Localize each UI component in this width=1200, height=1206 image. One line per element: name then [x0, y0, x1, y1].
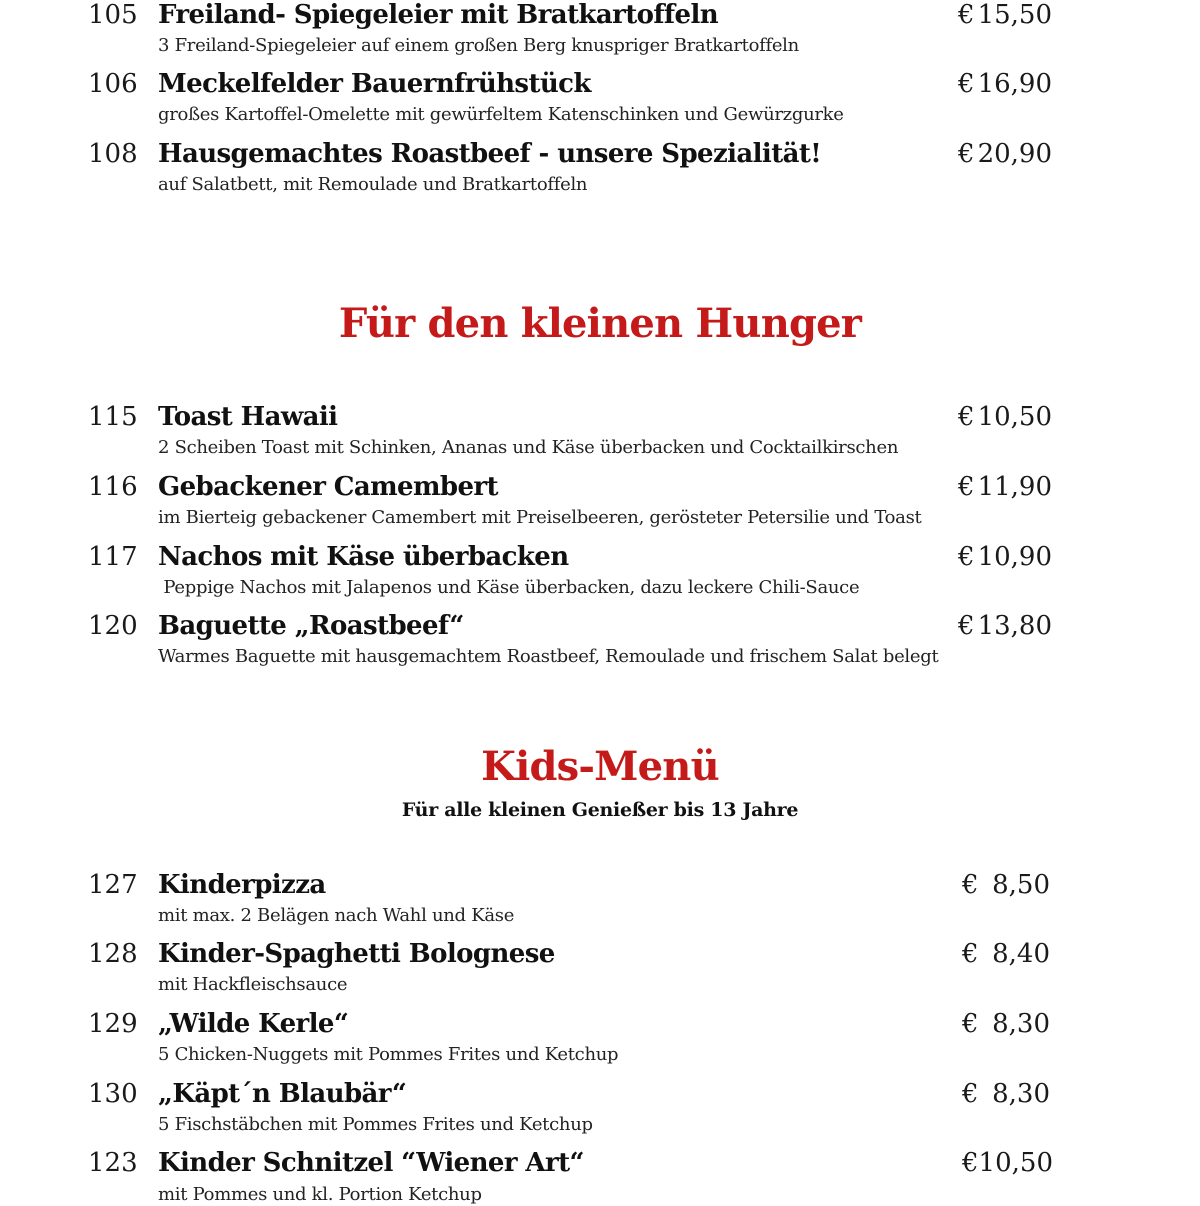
item-number: 128 — [88, 939, 138, 969]
currency-symbol: € — [962, 1079, 979, 1109]
item-number: 123 — [88, 1148, 138, 1178]
item-number: 129 — [88, 1009, 138, 1039]
currency-symbol: € — [958, 611, 975, 641]
item-description: 5 Fischstäbchen mit Pommes Frites und Ketchup — [158, 1114, 593, 1135]
item-name: „Wilde Kerle“ — [158, 1009, 349, 1039]
item-number: 117 — [88, 542, 138, 572]
item-price — [958, 542, 1052, 572]
item-name: Freiland- Spiegeleier mit Bratkartoffeln — [158, 0, 719, 30]
item-price — [962, 1079, 1050, 1109]
price-value: 20,90 — [977, 139, 1052, 169]
currency-symbol: € — [958, 139, 975, 169]
item-number: 127 — [88, 870, 138, 900]
currency-symbol: € — [958, 542, 975, 572]
item-number: 120 — [88, 611, 138, 641]
item-description: großes Kartoffel-Omelette mit gewürfeltem Katenschinken und Gewürzgurke — [158, 104, 844, 125]
currency-symbol: € — [962, 939, 979, 969]
currency-symbol: € — [958, 402, 975, 432]
price-value: 10,90 — [977, 542, 1052, 572]
item-price — [958, 472, 1052, 502]
item-description: im Bierteig gebackener Camembert mit Preiselbeeren, gerösteter Petersilie und Toast — [158, 507, 922, 528]
item-description: Warmes Baguette mit hausgemachtem Roastbeef, Remoulade und frischem Salat belegt — [158, 646, 939, 667]
item-description: auf Salatbett, mit Remoulade und Bratkartoffeln — [158, 174, 588, 195]
currency-symbol: € — [958, 472, 975, 502]
price-value: 10,50 — [977, 402, 1052, 432]
item-number: 105 — [88, 0, 138, 30]
price-value: 8,30 — [992, 1009, 1050, 1039]
item-price — [958, 402, 1052, 432]
item-description: mit Hackfleischsauce — [158, 974, 348, 995]
item-description: mit Pommes und kl. Portion Ketchup — [158, 1184, 482, 1205]
section-title-kids-menu: Kids-Menü — [481, 743, 719, 790]
item-name: Kinder-Spaghetti Bolognese — [158, 939, 555, 969]
item-name: Meckelfelder Bauernfrühstück — [158, 69, 591, 99]
currency-symbol: € — [958, 69, 975, 99]
item-name: „Käpt´n Blaubär“ — [158, 1079, 407, 1109]
item-price — [962, 1009, 1050, 1039]
item-name: Nachos mit Käse überbacken — [158, 542, 569, 572]
currency-symbol: € — [958, 0, 975, 30]
price-value: 8,40 — [992, 939, 1050, 969]
item-number: 116 — [88, 472, 138, 502]
item-description: mit max. 2 Belägen nach Wahl und Käse — [158, 905, 515, 926]
section-title-kleiner-hunger: Für den kleinen Hunger — [338, 300, 862, 347]
item-number: 108 — [88, 139, 138, 169]
item-description: 3 Freiland-Spiegeleier auf einem großen Berg knuspriger Bratkartoffeln — [158, 35, 799, 56]
currency-symbol: € — [962, 1148, 979, 1178]
item-price — [958, 611, 1052, 641]
currency-symbol: € — [962, 1009, 979, 1039]
item-name: Hausgemachtes Roastbeef - unsere Spezialität! — [158, 139, 822, 169]
item-description: 5 Chicken-Nuggets mit Pommes Frites und Ketchup — [158, 1044, 619, 1065]
price-value: 11,90 — [977, 472, 1052, 502]
item-price — [962, 870, 1050, 900]
item-price — [962, 939, 1050, 969]
item-number: 130 — [88, 1079, 138, 1109]
item-price — [958, 0, 1052, 30]
price-value: 16,90 — [977, 69, 1052, 99]
price-value: 8,50 — [992, 870, 1050, 900]
price-value: 13,80 — [977, 611, 1052, 641]
item-name: Kinderpizza — [158, 870, 326, 900]
price-value: 15,50 — [977, 0, 1052, 30]
item-price — [958, 69, 1052, 99]
price-value: 10,50 — [978, 1148, 1053, 1178]
item-name: Gebackener Camembert — [158, 472, 498, 502]
item-description: 2 Scheiben Toast mit Schinken, Ananas und Käse überbacken und Cocktailkirschen — [158, 437, 899, 458]
section-subtitle-kids-menu: Für alle kleinen Genießer bis 13 Jahre — [401, 799, 799, 821]
item-number: 115 — [88, 402, 138, 432]
item-number: 106 — [88, 69, 138, 99]
item-description: Peppige Nachos mit Jalapenos und Käse überbacken, dazu leckere Chili-Sauce — [158, 577, 860, 598]
item-name: Toast Hawaii — [158, 402, 338, 432]
item-name: Kinder Schnitzel “Wiener Art“ — [158, 1148, 584, 1178]
item-price — [958, 139, 1052, 169]
currency-symbol: € — [962, 870, 979, 900]
item-name: Baguette „Roastbeef“ — [158, 611, 464, 641]
item-price — [962, 1148, 1053, 1178]
price-value: 8,30 — [992, 1079, 1050, 1109]
